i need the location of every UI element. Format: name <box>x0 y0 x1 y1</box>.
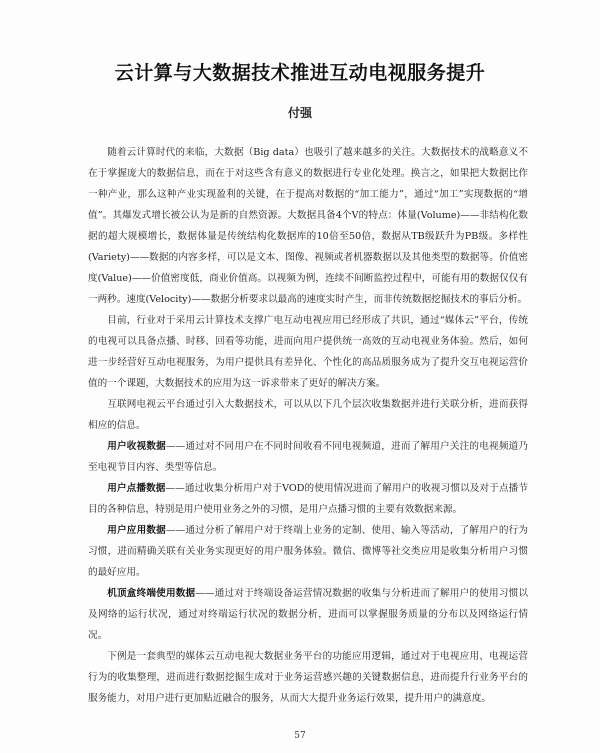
paragraph-text: ——通过收集分析用户对于VOD的使用情况进而了解用户的收视习惯以及对于点播节目的各种信息，特别是用户使用业务之外的习惯，是用户点播习惯的主要有效数据来源。 <box>88 483 528 515</box>
paragraph-vod-data <box>88 478 528 520</box>
paper-body <box>88 142 528 709</box>
paragraph-media-cloud <box>88 310 528 394</box>
paragraph-lead: 用户应用数据 <box>107 525 166 536</box>
paragraph-text: ——通过对不同用户在不同时间收看不同电视频道，进而了解用户关注的电视频道乃至电视节目内容、类型等信息。 <box>88 441 529 473</box>
paragraph-text: 互联网电视云平台通过引入大数据技术，可以从以下几个层次收集数据并进行关联分析，进而获得相应的信息。 <box>88 399 528 431</box>
paragraph-text: ——通过分析了解用户对于终端上业务的定制、使用、输入等活动，了解用户的行为习惯，进而精确关联有关业务实现更好的用户服务体验。微信、微博等社交类应用是收集分析用户习惯的最好应用。 <box>88 525 529 578</box>
paragraph-lead: 用户收视数据 <box>107 441 166 452</box>
paper-title: 云计算与大数据技术推进互动电视服务提升 <box>114 62 486 84</box>
paragraph-layers <box>88 394 528 436</box>
paragraph-lead: 机顶盒终端使用数据 <box>107 588 196 599</box>
paragraph-app-data <box>88 520 528 583</box>
paragraph-text: ——通过对于终端设备运营情况数据的收集与分析进而了解用户的使用习惯以及网络的运行状况，通过对终端运行状况的数据分析，进而可以掌握服务质量的分布以及网络运行情况。 <box>88 588 529 641</box>
paper-author: 付强 <box>287 106 312 120</box>
paragraph-intro <box>88 142 528 310</box>
paragraph-stb-data <box>88 583 528 646</box>
paragraph-text: 随着云计算时代的来临，大数据（Big data）也吸引了越来越多的关注。大数据技术的战略意义不在于掌握庞大的数据信息，而在于对这些含有意义的数据进行专业化处理。换言之，如果把大数据比作一种产业，那么这种产业实现盈利的关键，在于提高对数据的“加工能力”，通过“加工”实现数据的“增值”。其爆发式增长被公认为是新的自然资源。大数据具备4个V的特点：体量(Volume)——非结构化数据的超大规模增长，数据体量是传统结构化数据库的10倍至50倍，数据从TB级跃升为PB级。多样性(Variety)——数据的内容多样，可以是文本、图像、视频或者机器数据以及其他类型的数据等。价值密度(Value)——价值密度低，商业价值高。以视频为例，连续不间断监控过程中，可能有用的数据仅仅有一两秒。速度(Velocity)——数据分析要求以最高的速度实时产生，而非传统数据挖掘技术的事后分析。 <box>88 147 528 305</box>
paragraph-text: 下例是一套典型的媒体云互动电视大数据业务平台的功能应用逻辑，通过对于电视应用、电视运营行为的收集整理，进而进行数据挖掘生成对于业务运营感兴趣的关键数据信息，进而提升行业务平台的服务能力，对用户进行更加贴近融合的服务，从而大大提升业务运行效果，提升用户的满意度。 <box>88 651 528 704</box>
paragraph-text: 目前，行业对于采用云计算技术支撑广电互动电视应用已经形成了共识，通过“媒体云”平台，传统的电视可以具备点播、时移、回看等功能，进而向用户提供统一高效的互动电视业务体验。然后，如何进一步经营好互动电视服务，为用户提供具有差异化、个性化的高品质服务成为了提升交互电视运营价值的一个课题，大数据技术的应用为这一诉求带来了更好的解决方案。 <box>88 315 528 389</box>
paragraph-example <box>88 646 528 709</box>
page-number: 57 <box>294 731 306 741</box>
paragraph-viewing-data <box>88 436 528 478</box>
paragraph-lead: 用户点播数据 <box>107 483 166 494</box>
